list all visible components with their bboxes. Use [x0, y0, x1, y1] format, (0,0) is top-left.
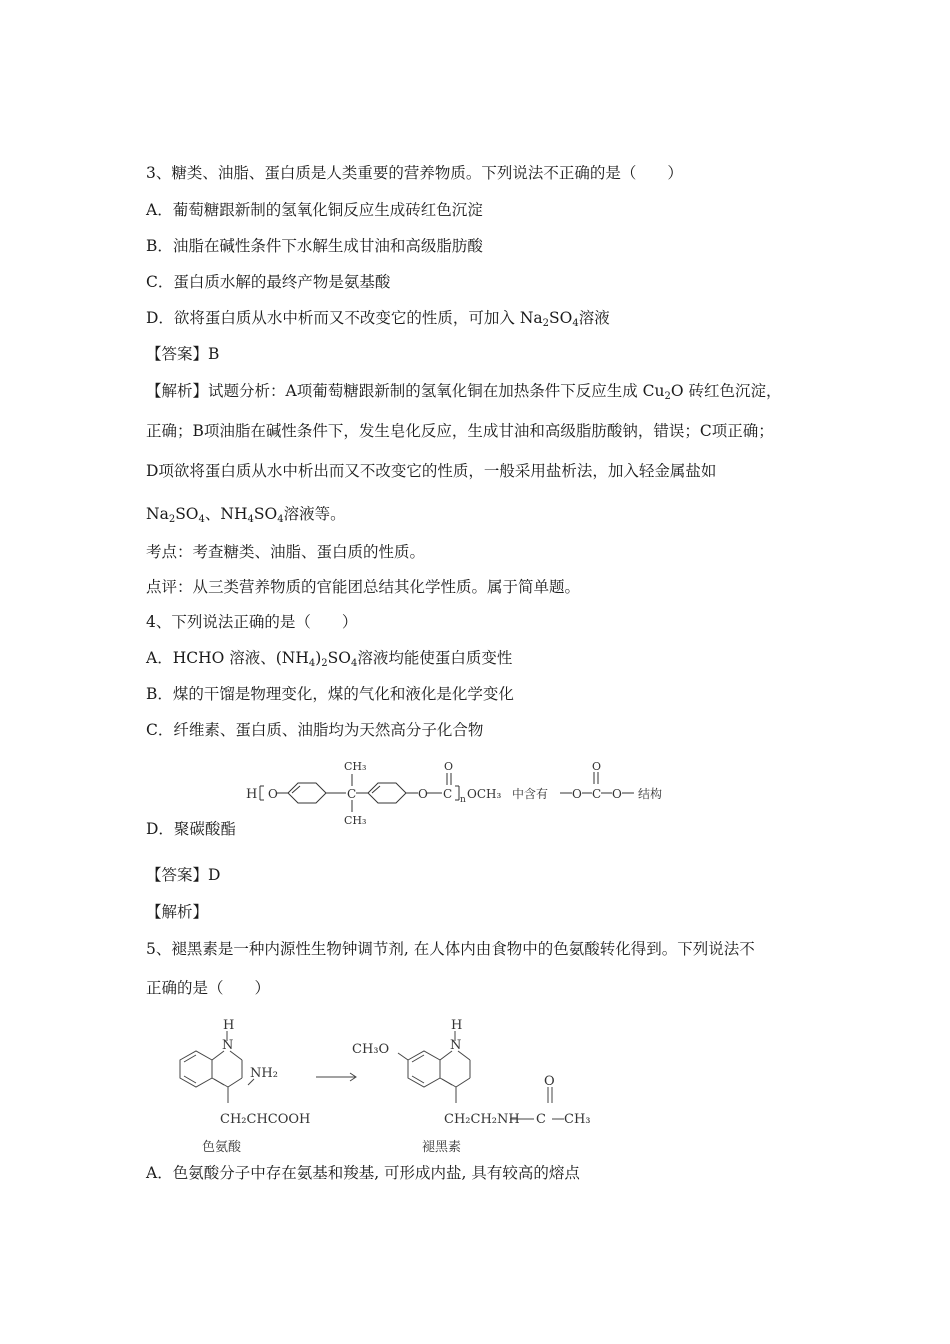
- trp-h: H: [223, 1018, 235, 1033]
- mel-ch3: CH₃: [564, 1112, 591, 1127]
- q3-answer: 【答案】B: [146, 345, 220, 363]
- q4-answer: 【答案】D: [146, 866, 221, 884]
- q5-option-a: A．色氨酸分子中存在氨基和羧基, 可形成内盐, 具有较高的熔点: [146, 1164, 580, 1182]
- mel-och3: CH₃O: [352, 1042, 390, 1057]
- poly-o2: O: [418, 787, 428, 801]
- poly-carbonyl-o: O: [444, 760, 454, 773]
- tryptophan-melatonin-scheme: [150, 1015, 610, 1160]
- poly-carbonyl-c: C: [443, 787, 453, 801]
- q3-analysis-line2: 正确；B项油脂在碱性条件下，发生皂化反应，生成甘油和高级脂肪酸钠，错误；C项正确；: [146, 422, 774, 440]
- q5-stem-line2: 正确的是（ ）: [146, 979, 271, 997]
- poly-struct-c: C: [592, 787, 602, 801]
- mel-n: N: [450, 1038, 462, 1053]
- poly-n: n: [460, 795, 466, 805]
- q3-dianping: 点评：从三类营养物质的官能团总结其化学性质。属于简单题。: [146, 578, 581, 596]
- poly-ch3-top: CH₃: [344, 760, 367, 773]
- q3-analysis-line3: D项欲将蛋白质从水中析出而又不改变它的性质，一般采用盐析法，加入轻金属盐如: [146, 462, 717, 480]
- trp-nh2: NH₂: [250, 1066, 278, 1081]
- q3-option-c: C．蛋白质水解的最终产物是氨基酸: [146, 273, 391, 291]
- poly-c-quaternary: C: [347, 787, 357, 801]
- q4-option-a: A．HCHO 溶液、$(NH_4)_2SO_4$溶液均能使蛋白质变性: [146, 649, 513, 669]
- q4-option-d: D．聚碳酸酯: [146, 820, 236, 838]
- mel-chain: CH₂CH₂NH: [444, 1112, 520, 1127]
- trp-label: 色氨酸: [202, 1140, 242, 1155]
- poly-o1: O: [268, 787, 278, 801]
- q4-analysis: 【解析】: [146, 903, 209, 921]
- q3-option-b: B．油脂在碱性条件下水解生成甘油和高级脂肪酸: [146, 237, 483, 255]
- q3-kaodian: 考点：考查糖类、油脂、蛋白质的性质。: [146, 543, 426, 561]
- polycarbonate-structure: [246, 758, 676, 830]
- q4-stem: 4、下列说法正确的是（ ）: [146, 613, 358, 631]
- poly-struct-o1: O: [572, 787, 582, 801]
- mel-label: 褪黑素: [422, 1140, 462, 1155]
- q3-analysis-line4: $Na_2SO_4$、$NH_4SO_4$溶液等。: [146, 505, 346, 525]
- mel-carbonyl-o: O: [544, 1074, 555, 1089]
- q4-option-b: B．煤的干馏是物理变化，煤的气化和液化是化学变化: [146, 685, 514, 703]
- trp-n: N: [222, 1038, 234, 1053]
- poly-struct-o2: O: [612, 787, 622, 801]
- q3-option-d: D．欲将蛋白质从水中析而又不改变它的性质，可加入 $Na_2SO_4$溶液: [146, 309, 610, 329]
- q3-analysis-line1: 【解析】试题分析：A项葡萄糖跟新制的氢氧化铜在加热条件下反应生成 $Cu_2O$ 砖红色沉淀，: [146, 382, 782, 402]
- poly-struct-carbonyl-o: O: [592, 760, 602, 773]
- poly-ch3-bottom: CH₃: [344, 814, 367, 827]
- poly-och3: OCH₃: [467, 787, 502, 801]
- poly-contains-text: 中含有: [512, 787, 549, 801]
- poly-structure-text: 结构: [638, 787, 663, 801]
- mel-carbonyl-c: C: [536, 1112, 546, 1127]
- q3-option-a: A．葡萄糖跟新制的氢氧化铜反应生成砖红色沉淀: [146, 201, 483, 219]
- mel-h: H: [451, 1018, 463, 1033]
- poly-h: H: [246, 787, 258, 802]
- q3-stem: 3、糖类、油脂、蛋白质是人类重要的营养物质。下列说法不正确的是（ ）: [146, 164, 683, 182]
- q4-option-c: C．纤维素、蛋白质、油脂均为天然高分子化合物: [146, 721, 484, 739]
- trp-chain: CH₂CHCOOH: [220, 1112, 311, 1127]
- q5-stem-line1: 5、褪黑素是一种内源性生物钟调节剂, 在人体内由食物中的色氨酸转化得到。下列说法不: [146, 940, 755, 958]
